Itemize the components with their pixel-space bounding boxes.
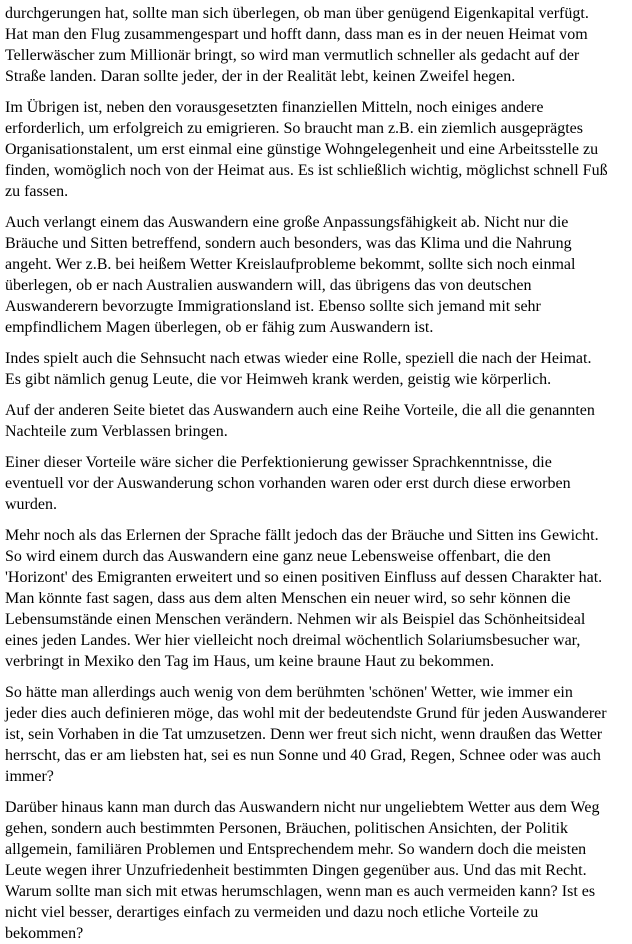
text-line: verbringt in Mexiko den Tag im Haus, um keine braune Haut zu bekommen. — [5, 653, 495, 670]
text-line: herrscht, das er am liebsten hat, sei es nun Sonne und 40 Grad, Regen, Schnee oder was auch — [5, 747, 601, 764]
text-line: Leute wegen ihrer Unzufriedenheit bestimmten Dingen gegenüber aus. Und das mit Recht. — [5, 862, 587, 879]
text-line: angeht. Wer z.B. bei heißem Wetter Kreislaufprobleme bekommt, sollte sich noch einmal — [5, 256, 576, 273]
text-line: Indes spielt auch die Sehnsucht nach etwas wieder eine Rolle, speziell die nach der Heimat. — [5, 350, 592, 367]
text-line: Straße landen. Daran sollte jeder, der in der Realität lebt, keinen Zweifel hegen. — [5, 68, 516, 85]
text-line: erforderlich, um erfolgreich zu emigrieren. So braucht man z.B. ein ziemlich ausgeprägtes — [5, 120, 583, 137]
text-line: Lebensumstände einen Menschen verändern. Nehmen wir als Beispiel das Schönheitsideal — [5, 611, 586, 628]
text-line: jeder dies auch definieren möge, das wohl mit der bedeutendste Grund für jeden Auswanderer — [5, 705, 607, 722]
text-line: Warum sollte man sich mit etwas herumschlagen, wenn man es auch vermeiden kann? Ist es — [5, 883, 596, 900]
text-line: Im Übrigen ist, neben den vorausgesetzten finanziellen Mitteln, noch einiges andere — [5, 99, 544, 116]
paragraph — [5, 525, 630, 672]
text-line: bekommen? — [5, 925, 84, 942]
text-line: Organisationstalent, um erst einmal eine günstige Wohngelegenheit und eine Arbeitsstelle zu — [5, 141, 599, 158]
text-line: eventuell vor der Auswanderung schon vorhanden waren oder erst durch diese erworben — [5, 475, 571, 492]
text-line: wurden. — [5, 496, 57, 513]
text-line: immer? — [5, 768, 54, 785]
text-line: Bräuche und Sitten betreffend, sondern auch besonders, was das Klima und die Nahrung — [5, 235, 572, 252]
paragraph — [5, 452, 630, 515]
text-line: Hat man den Flug zusammengespart und hofft dann, dass man es in der neuen Heimat vom — [5, 26, 588, 43]
paragraph — [5, 97, 630, 202]
text-line: Darüber hinaus kann man durch das Auswandern nicht nur ungeliebtem Wetter aus dem Weg — [5, 799, 600, 816]
text-line: Auswanderern bevorzugte Immigrationsland ist. Ebenso sollte sich jemand mit sehr — [5, 298, 541, 315]
text-line: zu fassen. — [5, 183, 69, 200]
text-line: So wird einem durch das Auswandern eine ganz neue Lebensweise offenbart, die den — [5, 548, 551, 565]
paragraph — [5, 797, 630, 944]
text-line: durchgerungen hat, sollte man sich überlegen, ob man über genügend Eigenkapital verfügt. — [5, 5, 589, 22]
paragraph — [5, 682, 630, 787]
text-line: Mehr noch als das Erlernen der Sprache fällt jedoch das der Bräuche und Sitten ins Gewicht. — [5, 527, 599, 544]
text-line: allgemein, familiären Problemen und Entsprechendem mehr. So wandern doch die meisten — [5, 841, 587, 858]
text-line: Auf der anderen Seite bietet das Auswandern auch eine Reihe Vorteile, die all die genannten — [5, 402, 595, 419]
text-line: Tellerwäscher zum Millionär bringt, so wird man vermutlich schneller als gedacht auf der — [5, 47, 580, 64]
text-line: Einer dieser Vorteile wäre sicher die Perfektionierung gewisser Sprachkenntnisse, die — [5, 454, 552, 471]
text-line: Man könnte fast sagen, dass aus dem alten Menschen ein neuer wird, so sehr können die — [5, 590, 571, 607]
paragraph — [5, 348, 630, 390]
paragraph — [5, 212, 630, 338]
text-line: eines jeden Landes. Wer hier vielleicht noch dreimal wöchentlich Solariumsbesucher war, — [5, 632, 581, 649]
text-line: gehen, sondern auch bestimmten Personen, Bräuchen, politischen Ansichten, der Politik — [5, 820, 568, 837]
text-line: 'Horizont' des Emigranten erweitert und so einen positiven Einfluss auf dessen Charakter hat. — [5, 569, 603, 586]
text-line: empfindlichem Magen überlegen, ob er fähig zum Auswandern ist. — [5, 319, 434, 336]
text-line: Nachteile zum Verblassen bringen. — [5, 423, 228, 440]
text-line: nicht viel besser, derartiges einfach zu vermeiden und dazu noch etliche Vorteile zu — [5, 904, 539, 921]
paragraph — [5, 3, 630, 87]
text-line: ist, sein Vorhaben in die Tat umzusetzen. Denn wer freut sich nicht, wenn draußen das Wetter — [5, 726, 603, 743]
document-text — [5, 3, 630, 944]
text-line: überlegen, ob er nach Australien auswandern will, das übrigens das von deutschen — [5, 277, 532, 294]
text-line: Auch verlangt einem das Auswandern eine große Anpassungsfähigkeit ab. Nicht nur die — [5, 214, 569, 231]
text-line: finden, womöglich noch von der Heimat aus. Es ist schließlich wichtig, möglichst schnell Fuß — [5, 162, 608, 179]
paragraph — [5, 400, 630, 442]
text-line: So hätte man allerdings auch wenig von dem berühmten 'schönen' Wetter, wie immer ein — [5, 684, 573, 701]
text-line: Es gibt nämlich genug Leute, die vor Heimweh krank werden, geistig wie körperlich. — [5, 371, 552, 388]
